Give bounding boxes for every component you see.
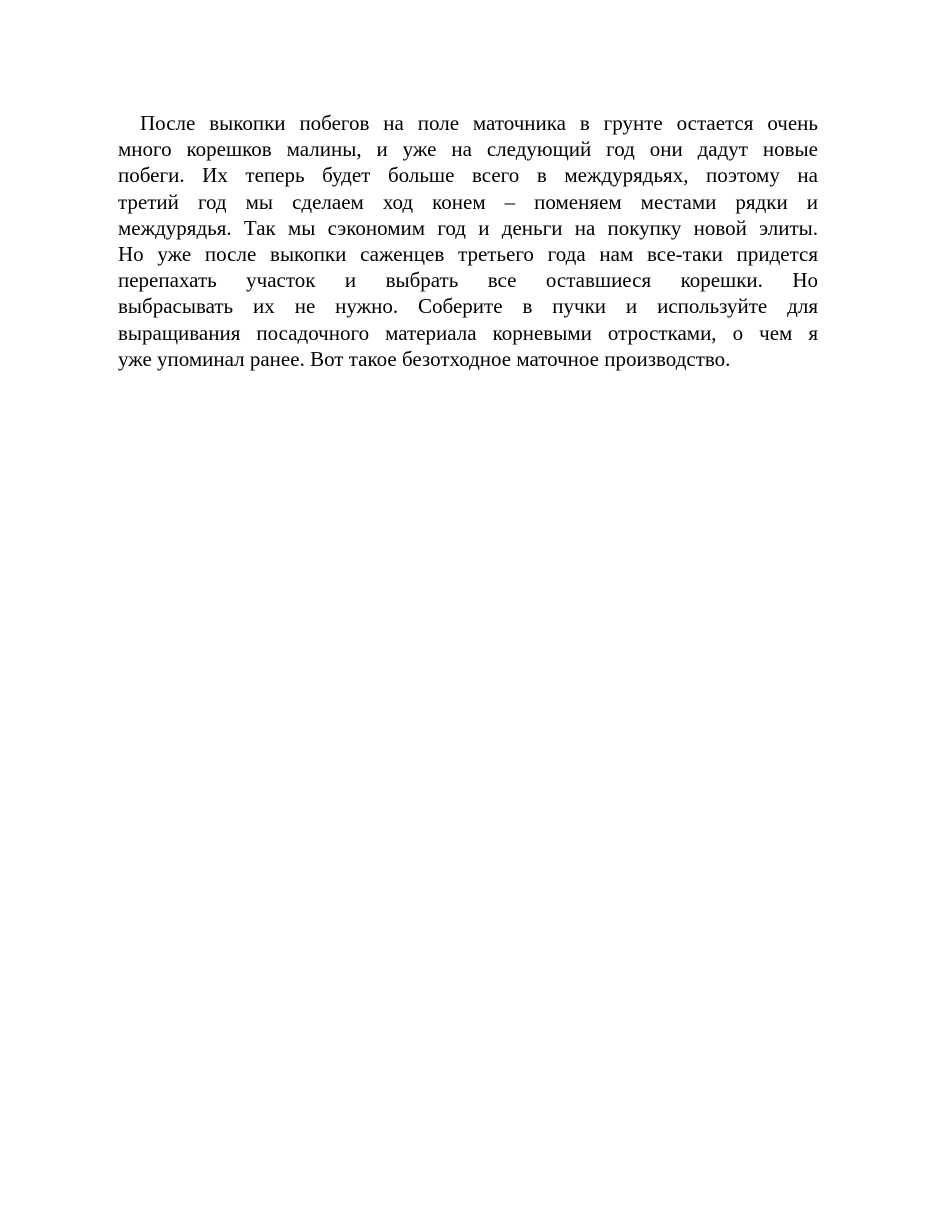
paragraph-line: После выкопки побегов на поле маточника в грунте остается очень — [140, 111, 818, 135]
paragraph-line: уже упоминал ранее. Вот такое безотходное маточное производство. — [118, 346, 731, 371]
paragraph-line: побеги. Их теперь будет больше всего в междурядьях, поэтому на — [118, 163, 818, 188]
paragraph-line: перепахать участок и выбрать все оставшиеся корешки. Но — [118, 268, 818, 293]
paragraph-line: выбрасывать их не нужно. Соберите в пучки и используйте для — [118, 294, 818, 319]
paragraph-line: третий год мы сделаем ход конем – поменяем местами рядки и — [118, 189, 818, 214]
body-paragraph — [118, 110, 818, 372]
paragraph-line: выращивания посадочного материала корневыми отростками, о чем я — [118, 320, 818, 345]
paragraph-line: много корешков малины, и уже на следующий год они дадут новые — [118, 137, 818, 162]
paragraph-line: Но уже после выкопки саженцев третьего года нам все-таки придется — [118, 241, 818, 266]
paragraph-line: междурядья. Так мы сэкономим год и деньги на покупку новой элиты. — [118, 215, 818, 240]
